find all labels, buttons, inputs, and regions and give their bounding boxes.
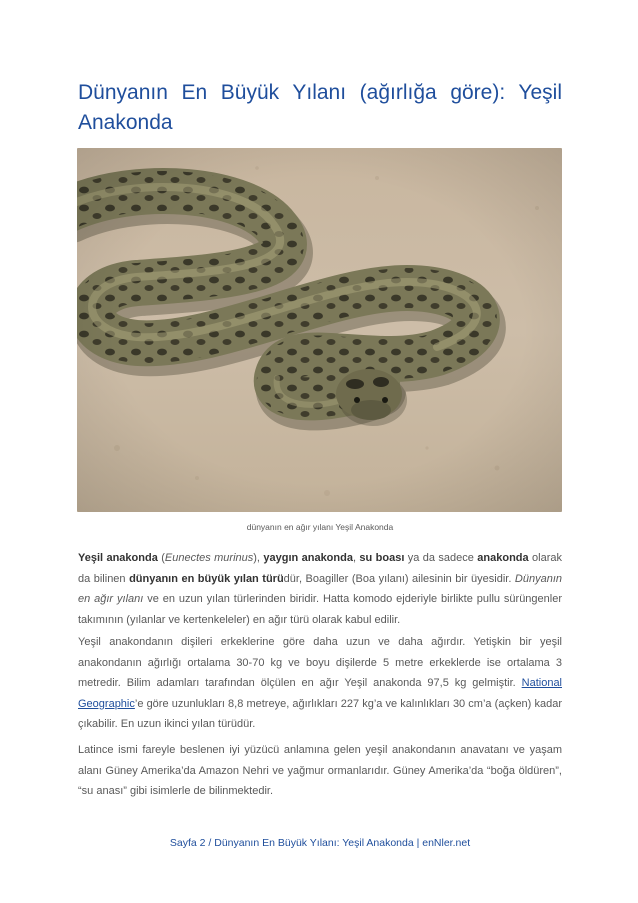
text-run: ), (253, 552, 264, 564)
scientific-name: Eunectes murinus (164, 552, 254, 564)
term-en-agir-yilan: Dünyanın en ağır yılanı (78, 572, 562, 605)
national-geographic-link[interactable]: National Geographic (78, 677, 562, 710)
term-su-boasi: su boası (359, 552, 405, 564)
term-yesil-anakonda: Yeşil anakonda (78, 552, 158, 564)
text-run: , (352, 552, 360, 564)
text-run: ve en uzun yılan türlerinden biridir. Hatta komodo ejderiyle birlikte pullu sürüngenler takımının (yılanlar ve kertenkeleler) en ağır türü olarak kabul edilir. (78, 593, 563, 626)
anaconda-photo (77, 148, 562, 512)
text-run: Yeşil anakondanın dişileri erkeklerine göre daha uzun ve daha ağırdır. Yetişkin bir yeşil anakondanın ağırlığı ortalama 30-70 kg ve boyu dişilerde 5 metre erkeklerde ise ortalama 3 metredir. Bilim adamları tarafından ölçülen en ağır Yeşil anakonda 97,5 kg gelmiştir. (78, 636, 562, 689)
text-run: ’e göre uzunlukları 8,8 metreye, ağırlıkları 227 kg’a ve kalınlıkları 30 cm’a (açken) kadar çıkabilir. En uzun ikinci yılan türüdür. (78, 697, 562, 730)
text-run: dür, Boagiller (Boa yılanı) ailesinin bir üyesidir. (283, 572, 515, 585)
paragraph-size (78, 632, 562, 735)
image-caption: dünyanın en ağır yılanı Yeşil Anakonda (246, 522, 394, 532)
term-yaygin-anakonda: yaygın anakonda (263, 552, 353, 564)
page-footer: Sayfa 2 / Dünyanın En Büyük Yılanı: Yeşil Anakonda | enNler.net (169, 837, 471, 849)
text-run: ( (157, 552, 165, 564)
term-anakonda: anakonda (477, 552, 529, 564)
text-run: ya da sadece (404, 552, 478, 564)
paragraph-intro (78, 548, 562, 630)
paragraph-habitat: Latince ismi fareyle beslenen iyi yüzücü anlamına gelen yeşil anakondanın anavatanı ve yaşam alanı Güney Amerika’da Amazon Nehri ve yağmur ormanlarıdır. Güney Amerika’da “boğa öldüren”, “su anası” gibi isimlerle de bilinmektedir. (78, 744, 562, 797)
page-title: Dünyanın En Büyük Yılanı (ağırlığa göre): Yeşil Anakonda (78, 81, 562, 134)
text-run: olarak da bilinen (78, 552, 562, 585)
term-en-buyuk-yilan: dünyanın en büyük yılan türü (129, 572, 284, 585)
